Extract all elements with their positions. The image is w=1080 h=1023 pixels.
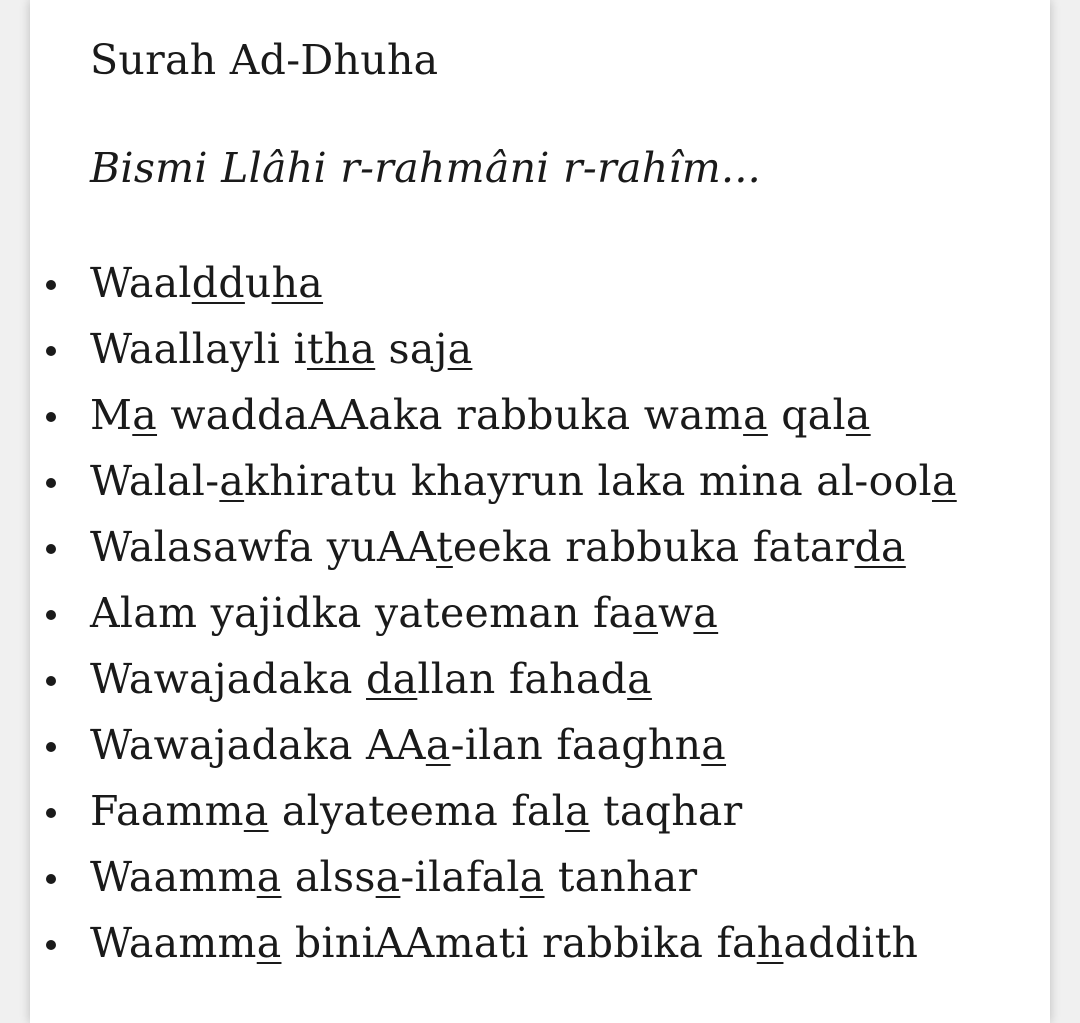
underlined-segment: a	[565, 787, 590, 835]
underlined-segment: a	[633, 589, 659, 637]
verse-segment: addith	[783, 919, 919, 967]
underlined-segment: da	[366, 655, 418, 703]
verse-text	[90, 787, 743, 835]
verse-text	[90, 919, 918, 967]
verse-segment: saj	[375, 325, 448, 373]
verse-text	[90, 391, 871, 439]
verse-segment: Wawajadaka AA	[90, 721, 426, 769]
document-page	[30, 0, 1050, 1023]
verse-segment: taqhar	[589, 787, 743, 835]
verse-segment: -ilan faaghn	[450, 721, 702, 769]
verse-segment: Walal-	[90, 457, 220, 505]
underlined-segment: a	[845, 391, 871, 439]
bullet-icon	[46, 280, 56, 290]
underlined-segment: a	[132, 391, 158, 439]
document-content	[90, 34, 1030, 976]
verse-item	[90, 712, 1030, 778]
underlined-segment: tha	[306, 325, 376, 373]
verse-segment: M	[90, 391, 133, 439]
verse-item	[90, 448, 1030, 514]
bullet-icon	[46, 742, 56, 752]
verse-list	[90, 250, 1030, 976]
verse-text	[90, 655, 652, 703]
verse-text	[90, 457, 957, 505]
verse-item	[90, 778, 1030, 844]
verse-text	[90, 325, 472, 373]
bullet-icon	[46, 610, 56, 620]
verse-segment: alss	[281, 853, 376, 901]
bullet-icon	[46, 478, 56, 488]
verse-segment: Walasawfa yuAA	[90, 523, 437, 571]
underlined-segment: a	[931, 457, 957, 505]
underlined-segment: a	[743, 391, 768, 439]
verse-item	[90, 514, 1030, 580]
verse-text	[90, 589, 718, 637]
verse-text	[90, 853, 697, 901]
verse-item	[90, 910, 1030, 976]
verse-segment: tanhar	[544, 853, 698, 901]
verse-text	[90, 259, 323, 307]
verse-segment: Waal	[90, 259, 192, 307]
underlined-segment: a	[701, 721, 727, 769]
bullet-icon	[46, 874, 56, 884]
bullet-icon	[46, 412, 56, 422]
underlined-segment: a	[627, 655, 652, 703]
verse-segment: qal	[767, 391, 846, 439]
underlined-segment: a	[519, 853, 545, 901]
verse-segment: Faamm	[90, 787, 244, 835]
underlined-segment: ha	[271, 259, 324, 307]
verse-text	[90, 721, 726, 769]
verse-segment: Waamm	[90, 919, 257, 967]
verse-item	[90, 580, 1030, 646]
bullet-icon	[46, 346, 56, 356]
underlined-segment: a	[447, 325, 473, 373]
basmala-line: Bismi Llâhi r-rahmâni r-rahîm...	[90, 144, 762, 192]
verse-segment: llan fahad	[417, 655, 628, 703]
underlined-segment: a	[425, 721, 451, 769]
verse-segment: Waamm	[90, 853, 257, 901]
verse-item	[90, 316, 1030, 382]
verse-segment: Alam yajidka yateeman fa	[90, 589, 634, 637]
underlined-segment: a	[693, 589, 719, 637]
underlined-segment: dd	[191, 259, 245, 307]
underlined-segment: a	[256, 919, 282, 967]
underlined-segment: a	[256, 853, 282, 901]
bullet-icon	[46, 676, 56, 686]
verse-item	[90, 250, 1030, 316]
bullet-icon	[46, 544, 56, 554]
verse-segment: Wawajadaka	[90, 655, 367, 703]
verse-segment: waddaAAaka rabbuka wam	[157, 391, 744, 439]
verse-segment: Waallayli i	[90, 325, 307, 373]
verse-item	[90, 646, 1030, 712]
verse-item	[90, 382, 1030, 448]
verse-segment: alyateema fal	[268, 787, 566, 835]
bullet-icon	[46, 940, 56, 950]
underlined-segment: a	[243, 787, 269, 835]
underlined-segment: da	[854, 523, 906, 571]
verse-segment: u	[244, 259, 272, 307]
surah-title: Surah Ad-Dhuha	[90, 36, 439, 84]
verse-text	[90, 523, 906, 571]
verse-segment: biniAAmati rabbika fa	[281, 919, 757, 967]
verse-item	[90, 844, 1030, 910]
verse-segment: khiratu khayrun laka mina al-ool	[244, 457, 932, 505]
verse-segment: eeka rabbuka fatar	[452, 523, 855, 571]
underlined-segment: a	[375, 853, 401, 901]
verse-segment: w	[658, 589, 694, 637]
underlined-segment: a	[219, 457, 245, 505]
underlined-segment: h	[756, 919, 784, 967]
underlined-segment: t	[436, 523, 453, 571]
verse-segment: -ilafal	[400, 853, 520, 901]
bullet-icon	[46, 808, 56, 818]
